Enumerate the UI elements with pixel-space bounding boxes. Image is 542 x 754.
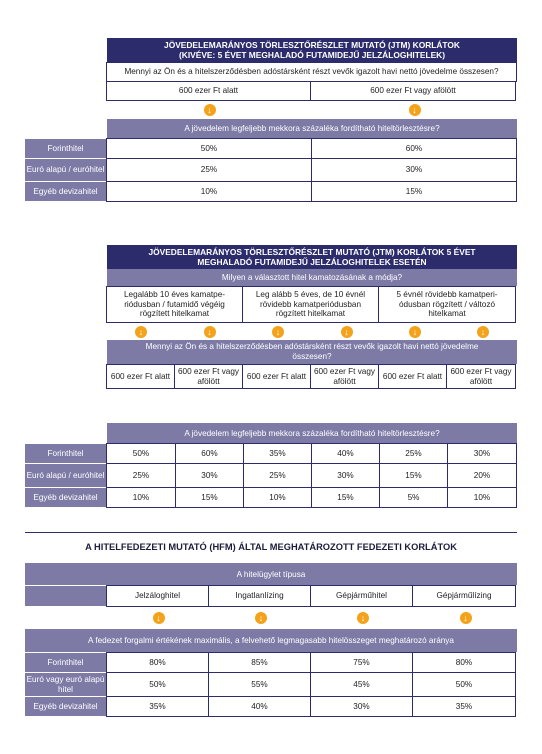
jtm-section-1 — [25, 38, 517, 202]
hfm-heading: A HITELFEDEZETI MUTATÓ (HFM) ÁLTAL MEGHATÁROZOTT FEDEZETI KORLÁTOK — [85, 542, 457, 552]
value-cell: 15% — [175, 487, 244, 508]
down-arrow-icon: ↓ — [272, 326, 284, 338]
divider — [25, 532, 517, 533]
down-arrow-icon: ↓ — [477, 326, 489, 338]
loan-type: Jelzáloghitel — [106, 585, 209, 607]
income-option: 600 ezer Ft vagy afölött — [310, 81, 516, 101]
value-cell: 20% — [447, 463, 517, 488]
value-cell: 15% — [311, 181, 517, 202]
row-label: Forinthitel — [24, 652, 107, 673]
down-arrow-icon: ↓ — [409, 104, 421, 116]
down-arrow-icon: ↓ — [341, 326, 353, 338]
value-cell: 25% — [106, 463, 176, 488]
down-arrow-icon: ↓ — [204, 104, 216, 116]
rate-option: Legalább 10 éves kamatpe-riódusban / futamidő végéig rögzített hitelkamat — [106, 286, 243, 323]
down-arrow-icon: ↓ — [357, 612, 369, 624]
value-cell: 60% — [175, 443, 244, 464]
value-cell: 40% — [311, 443, 380, 464]
value-cell: 25% — [379, 443, 448, 464]
value-cell: 30% — [311, 158, 517, 182]
row-label: Euró vagy euró alapú hitel — [24, 672, 107, 697]
jtm-section-2-table — [25, 423, 517, 508]
title-line-2: (KIVÉVE: 5 ÉVET MEGHALADÓ FUTAMIDEJŰ JELZÁLOGHITELEK) — [179, 50, 445, 60]
value-cell: 35% — [412, 696, 516, 717]
percent-band: A jövedelem legfeljebb mekkora százaléka fordítható hiteltörlesztésre? — [107, 119, 517, 138]
rate-option: 5 évnél rövidebb kamatperi-ódusban rögzített / változó hitelkamat — [378, 286, 516, 323]
section-title — [107, 38, 517, 62]
value-cell: 5% — [379, 487, 448, 508]
loan-type-band: A hitelügylet típusa — [25, 563, 517, 585]
down-arrow-icon: ↓ — [135, 326, 147, 338]
value-cell: 50% — [106, 672, 209, 697]
value-cell: 10% — [106, 487, 176, 508]
down-arrow-icon: ↓ — [153, 612, 165, 624]
row-label: Forinthitel — [24, 138, 107, 159]
value-cell: 15% — [311, 487, 380, 508]
value-cell: 30% — [310, 696, 413, 717]
section-title — [107, 245, 517, 269]
spacer — [25, 245, 107, 269]
down-arrow-icon: ↓ — [460, 612, 472, 624]
income-question: Mennyi az Ön és a hitelszerződésben adóstársként részt vevők igazolt havi nettó jövedelme összesen? — [106, 62, 517, 82]
value-cell: 10% — [106, 181, 312, 202]
row-label: Euró alapú / euróhitel — [24, 158, 107, 182]
value-cell: 10% — [447, 487, 517, 508]
income-option: 600 ezer Ft alatt — [106, 364, 175, 389]
percent-band: A jövedelem legfeljebb mekkora százaléka fordítható hiteltörlesztésre? — [107, 423, 517, 443]
down-arrow-icon: ↓ — [255, 612, 267, 624]
income-option: 600 ezer Ft vagy afölött — [310, 364, 379, 389]
value-cell: 25% — [243, 463, 312, 488]
value-cell: 15% — [379, 463, 448, 488]
value-cell: 50% — [106, 138, 312, 159]
value-cell: 35% — [243, 443, 312, 464]
ratio-band: A fedezet forgalmi értékének maximális, a felvehető legmagasabb hitelösszeget meghatározó aránya — [25, 629, 517, 652]
title-line-1: JÖVEDELEMARÁNYOS TÖRLESZTŐRÉSZLET MUTATÓ (JTM) KORLÁTOK — [164, 40, 460, 50]
loan-type: Gépjárműhitel — [310, 585, 413, 607]
value-cell: 55% — [208, 672, 311, 697]
empty-label — [24, 585, 107, 607]
row-label: Euró alapú / euróhitel — [24, 463, 107, 488]
row-label: Egyéb devizahitel — [24, 487, 107, 508]
value-cell: 75% — [310, 652, 413, 673]
value-cell: 85% — [208, 652, 311, 673]
value-cell: 50% — [412, 672, 516, 697]
income-option: 600 ezer Ft vagy afölött — [446, 364, 516, 389]
loan-type: Gépjárműlízing — [412, 585, 516, 607]
income-option: 600 ezer Ft alatt — [242, 364, 311, 389]
jtm-section-2 — [25, 245, 517, 389]
value-cell: 45% — [310, 672, 413, 697]
loan-type: Ingatlanlízing — [208, 585, 311, 607]
value-cell: 30% — [447, 443, 517, 464]
value-cell: 30% — [311, 463, 380, 488]
row-label: Egyéb devizahitel — [24, 181, 107, 202]
rate-option: Leg alább 5 éves, de 10 évnél rövidebb kamatperiódusban rögzített hitelkamat — [242, 286, 379, 323]
spacer — [25, 38, 107, 62]
hfm-section — [25, 563, 517, 717]
down-arrow-icon: ↓ — [409, 326, 421, 338]
value-cell: 10% — [243, 487, 312, 508]
value-cell: 25% — [106, 158, 312, 182]
value-cell: 60% — [311, 138, 517, 159]
row-label: Forinthitel — [24, 443, 107, 464]
value-cell: 35% — [106, 696, 209, 717]
title-line-2: MEGHALADÓ FUTAMIDEJŰ JELZÁLOGHITELEK ESETÉN — [197, 257, 427, 267]
value-cell: 30% — [175, 463, 244, 488]
income-option: 600 ezer Ft alatt — [106, 81, 311, 101]
rate-question: Milyen a választott hitel kamatozásának a módja? — [107, 269, 517, 286]
value-cell: 50% — [106, 443, 176, 464]
value-cell: 40% — [208, 696, 311, 717]
row-label: Egyéb devizahitel — [24, 696, 107, 717]
income-option: 600 ezer Ft alatt — [378, 364, 447, 389]
value-cell: 80% — [106, 652, 209, 673]
down-arrow-icon: ↓ — [204, 326, 216, 338]
income-option: 600 ezer Ft vagy afölött — [174, 364, 243, 389]
value-cell: 80% — [412, 652, 516, 673]
income-question: Mennyi az Ön és a hitelszerződésben adóstársként részt vevők igazolt havi nettó jövedelme összesen? — [107, 340, 517, 364]
title-line-1: JÖVEDELEMARÁNYOS TÖRLESZTŐRÉSZLET MUTATÓ (JTM) KORLÁTOK 5 ÉVET — [148, 247, 476, 257]
